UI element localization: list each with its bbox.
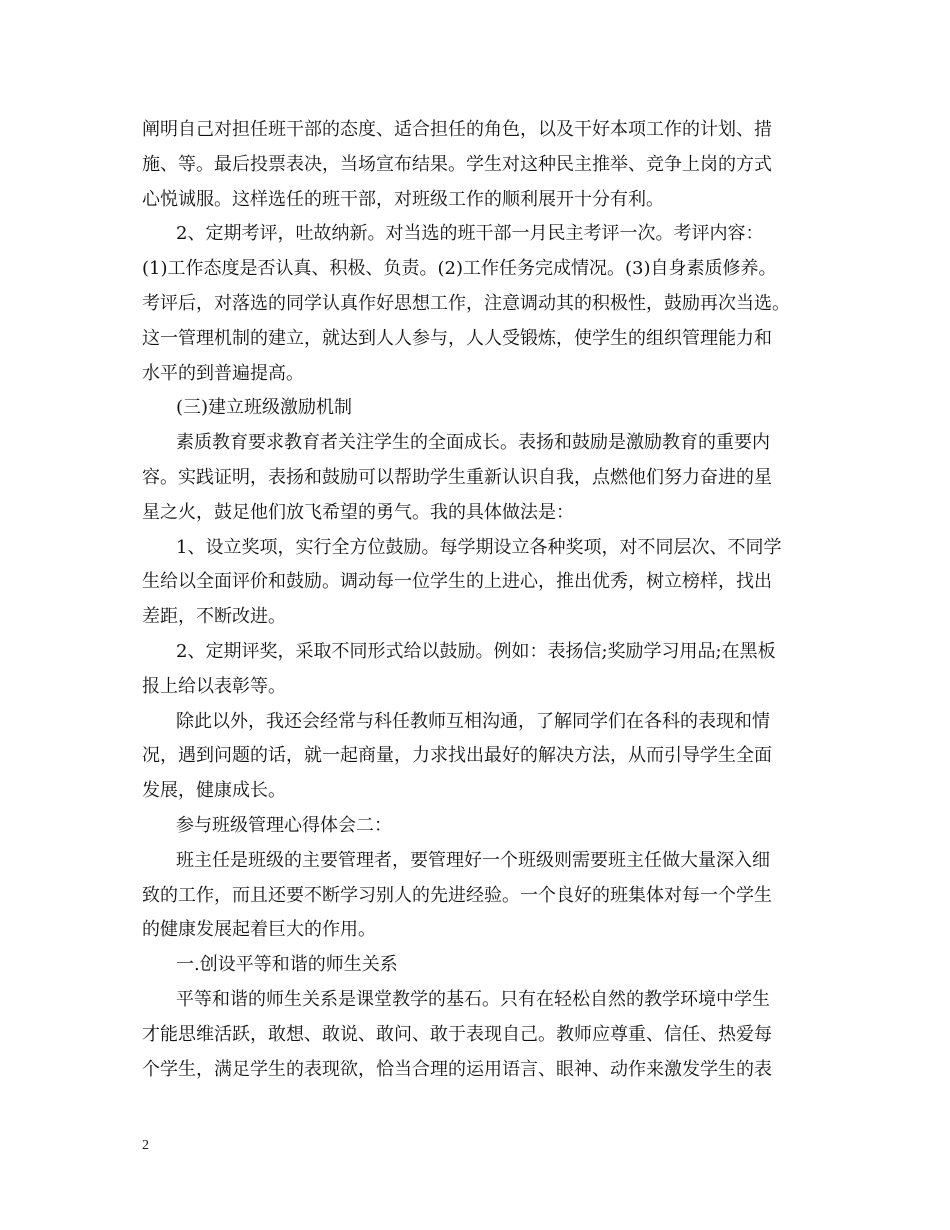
text-line: 才能思维活跃，敢想、敢说、敢问、敢于表现自己。教师应尊重、信任、热爱每 [142, 1023, 772, 1045]
text-line: 平等和谐的师生关系是课堂教学的基石。只有在轻松自然的教学环境中学生 [176, 988, 770, 1010]
text-line: 差距，不断改进。 [142, 606, 286, 628]
text-line: 考评后，对落选的同学认真作好思想工作，注意调动其的积极性，鼓励再次当选。 [142, 292, 790, 314]
text-line: (三)建立班级激励机制 [176, 397, 353, 419]
body-text [142, 113, 832, 1087]
text-line: 生给以全面评价和鼓励。调动每一位学生的上进心，推出优秀，树立榜样，找出 [142, 571, 772, 593]
text-line: 心悦诚服。这样选任的班干部，对班级工作的顺利展开十分有利。 [142, 188, 664, 210]
text-line: 致的工作，而且还要不断学习别人的先进经验。一个良好的班集体对每一个学生 [142, 884, 772, 906]
text-line: 除此以外，我还会经常与科任教师互相沟通，了解同学们在各科的表现和情 [176, 710, 770, 732]
page-number: 2 [142, 1138, 149, 1153]
text-line: 素质教育要求教育者关注学生的全面成长。表扬和鼓励是激励教育的重要内 [176, 432, 770, 454]
text-line: 施、等。最后投票表决，当场宣布结果。学生对这种民主推举、竞争上岗的方式 [142, 153, 772, 175]
text-line: 阐明自己对担任班干部的态度、适合担任的角色，以及干好本项工作的计划、措 [142, 119, 772, 140]
text-line: 水平的到普遍提高。 [142, 362, 304, 384]
text-line: 2、定期考评，吐故纳新。对当选的班干部一月民主考评一次。考评内容： [176, 223, 764, 245]
text-line: 报上给以表彰等。 [142, 675, 286, 697]
text-line: 1、设立奖项，实行全方位鼓励。每学期设立各种奖项，对不同层次、不同学 [176, 536, 782, 558]
text-line: 一.创设平等和谐的师生关系 [176, 954, 398, 976]
text-line: 容。实践证明，表扬和鼓励可以帮助学生重新认识自我，点燃他们努力奋进的星 [142, 466, 772, 488]
text-line: 发展，健康成长。 [142, 780, 286, 802]
text-line: 况，遇到问题的话，就一起商量，力求找出最好的解决方法，从而引导学生全面 [142, 745, 772, 767]
text-line: 个学生，满足学生的表现欲，恰当合理的运用语言、眼神、动作来激发学生的表 [142, 1058, 772, 1080]
text-line: (1)工作态度是否认真、积极、负责。(2)工作任务完成情况。(3)自身素质修养。 [142, 258, 777, 280]
text-line: 星之火，鼓足他们放飞希望的勇气。我的具体做法是： [142, 501, 574, 523]
text-line: 这一管理机制的建立，就达到人人参与，人人受锻炼，使学生的组织管理能力和 [142, 327, 772, 349]
text-line: 参与班级管理心得体会二： [176, 814, 392, 836]
text-line: 班主任是班级的主要管理者，要管理好一个班级则需要班主任做大量深入细 [176, 849, 770, 871]
text-line: 的健康发展起着巨大的作用。 [142, 919, 376, 941]
text-line: 2、定期评奖，采取不同形式给以鼓励。例如：表扬信;奖励学习用品;在黑板 [176, 640, 776, 662]
